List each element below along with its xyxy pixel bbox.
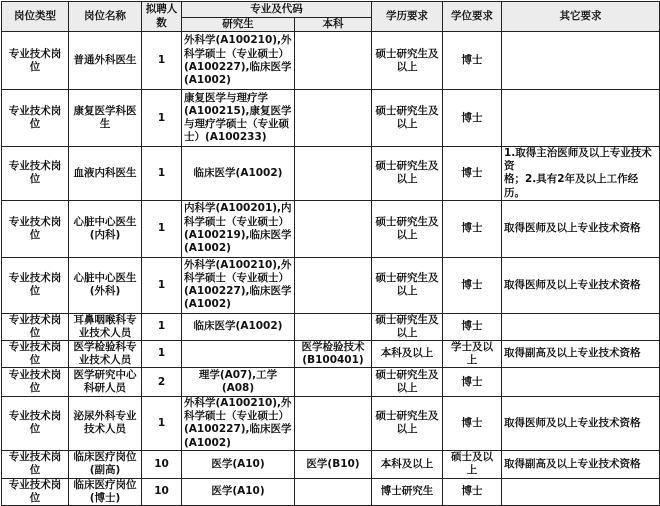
cell-other: 取得医师及以上专业技术资格 <box>502 397 660 451</box>
table-row <box>2 397 660 451</box>
cell-undergraduate-major <box>295 90 372 147</box>
cell-other <box>502 90 660 147</box>
cell-education: 硕士研究生及 以上 <box>372 147 443 201</box>
header-row-1 <box>2 2 660 18</box>
cell-degree: 博士 <box>443 478 502 505</box>
table-row <box>2 200 660 257</box>
cell-headcount: 1 <box>142 90 182 147</box>
table-row <box>2 90 660 147</box>
table-row <box>2 478 660 505</box>
cell-position-name: 普通外科医生 <box>69 32 142 90</box>
cell-education: 硕士研究生及 以上 <box>372 368 443 397</box>
cell-education: 硕士研究生及 以上 <box>372 257 443 313</box>
header-degree: 学位要求 <box>443 2 502 32</box>
table-row <box>2 340 660 367</box>
cell-education: 硕士研究生及 以上 <box>372 32 443 90</box>
header-graduate: 研究生 <box>182 18 295 32</box>
cell-position-type: 专业技术岗 位 <box>2 257 69 313</box>
cell-degree: 博士 <box>443 200 502 257</box>
cell-other: 1.取得主治医师及以上专业技术资 格；2.具有2年及以上工作经历。 <box>502 147 660 201</box>
cell-other <box>502 368 660 397</box>
cell-position-name: 耳鼻咽喉科专 业技术人员 <box>69 313 142 340</box>
recruitment-table <box>1 1 660 506</box>
cell-position-name: 心脏中心医生 (内科) <box>69 200 142 257</box>
header-position-name: 岗位名称 <box>69 2 142 32</box>
cell-graduate-major <box>182 340 295 367</box>
cell-degree: 硕士及以 上 <box>443 450 502 478</box>
cell-undergraduate-major: 医学(B10) <box>295 450 372 478</box>
cell-undergraduate-major <box>295 32 372 90</box>
cell-position-type: 专业技术岗 位 <box>2 397 69 451</box>
cell-position-name: 临床医疗岗位 (博士) <box>69 478 142 505</box>
cell-position-type: 专业技术岗 位 <box>2 313 69 340</box>
cell-other: 取得医师及以上专业技术资格 <box>502 257 660 313</box>
cell-position-name: 临床医疗岗位 (副高) <box>69 450 142 478</box>
cell-education: 本科及以上 <box>372 340 443 367</box>
cell-undergraduate-major <box>295 257 372 313</box>
cell-position-type: 专业技术岗 位 <box>2 90 69 147</box>
cell-headcount: 1 <box>142 147 182 201</box>
cell-other: 取得副高及以上专业技术资格 <box>502 450 660 478</box>
cell-degree: 博士 <box>443 368 502 397</box>
cell-position-name: 医学检验科专 业技术人员 <box>69 340 142 367</box>
table-row <box>2 147 660 201</box>
cell-education: 硕士研究生及 以上 <box>372 90 443 147</box>
cell-education: 硕士研究生及 以上 <box>372 397 443 451</box>
cell-graduate-major: 理学(A07),工学(A08) <box>182 368 295 397</box>
cell-position-type: 专业技术岗 位 <box>2 340 69 367</box>
cell-degree: 博士 <box>443 147 502 201</box>
cell-undergraduate-major <box>295 368 372 397</box>
cell-position-type: 专业技术岗 位 <box>2 32 69 90</box>
cell-other: 取得医师及以上专业技术资格 <box>502 200 660 257</box>
cell-degree: 博士 <box>443 257 502 313</box>
cell-position-type: 专业技术岗 位 <box>2 450 69 478</box>
cell-degree: 博士 <box>443 90 502 147</box>
cell-degree: 学士及以 上 <box>443 340 502 367</box>
cell-headcount: 1 <box>142 32 182 90</box>
cell-position-name: 泌尿外科专业 技术人员 <box>69 397 142 451</box>
cell-undergraduate-major <box>295 397 372 451</box>
header-undergraduate: 本科 <box>295 18 372 32</box>
cell-graduate-major: 临床医学(A1002) <box>182 147 295 201</box>
cell-graduate-major: 医学(A10) <box>182 478 295 505</box>
cell-graduate-major: 外科学(A100210),外 科学硕士（专业硕士） (A100227),临床医学 (A1002) <box>182 397 295 451</box>
cell-headcount: 1 <box>142 313 182 340</box>
cell-position-type: 专业技术岗 位 <box>2 200 69 257</box>
cell-headcount: 10 <box>142 450 182 478</box>
header-major-code: 专业及代码 <box>182 2 372 18</box>
header-other: 其它要求 <box>502 2 660 32</box>
cell-position-type: 专业技术岗 位 <box>2 368 69 397</box>
cell-position-name: 心脏中心医生 (外科) <box>69 257 142 313</box>
cell-headcount: 1 <box>142 397 182 451</box>
cell-graduate-major: 外科学(A100210),外 科学硕士（专业硕士） (A100227),临床医学 (A1002) <box>182 257 295 313</box>
cell-graduate-major: 临床医学(A1002) <box>182 313 295 340</box>
cell-graduate-major: 医学(A10) <box>182 450 295 478</box>
cell-degree: 博士 <box>443 313 502 340</box>
cell-headcount: 10 <box>142 478 182 505</box>
cell-degree: 博士 <box>443 32 502 90</box>
cell-education: 本科及以上 <box>372 450 443 478</box>
table-row <box>2 32 660 90</box>
cell-position-type: 专业技术岗 位 <box>2 478 69 505</box>
cell-education: 硕士研究生及 以上 <box>372 200 443 257</box>
cell-other <box>502 478 660 505</box>
recruitment-table-container <box>1 1 660 506</box>
cell-graduate-major: 外科学(A100210),外 科学硕士（专业硕士） (A100227),临床医学 (A1002) <box>182 32 295 90</box>
cell-undergraduate-major <box>295 313 372 340</box>
cell-degree: 博士 <box>443 397 502 451</box>
cell-graduate-major: 内科学(A100201),内 科学硕士（专业硕士） (A100219),临床医学 (A1002) <box>182 200 295 257</box>
cell-headcount: 1 <box>142 200 182 257</box>
table-row <box>2 257 660 313</box>
cell-graduate-major: 康复医学与理疗学 (A100215),康复医学 与理疗学硕士（专业硕 士）(A100233) <box>182 90 295 147</box>
cell-other <box>502 32 660 90</box>
cell-headcount: 1 <box>142 340 182 367</box>
table-row <box>2 368 660 397</box>
table-row <box>2 313 660 340</box>
cell-headcount: 1 <box>142 257 182 313</box>
cell-other <box>502 313 660 340</box>
cell-education: 硕士研究生及 以上 <box>372 313 443 340</box>
cell-undergraduate-major: 医学检验技术 (B100401) <box>295 340 372 367</box>
cell-position-name: 康复医学科医生 <box>69 90 142 147</box>
header-headcount: 拟聘人 数 <box>142 2 182 32</box>
cell-undergraduate-major <box>295 200 372 257</box>
cell-position-type: 专业技术岗 位 <box>2 147 69 201</box>
cell-headcount: 2 <box>142 368 182 397</box>
header-position-type: 岗位类型 <box>2 2 69 32</box>
cell-undergraduate-major <box>295 478 372 505</box>
cell-education: 博士研究生 <box>372 478 443 505</box>
cell-other: 取得副高及以上专业技术资格 <box>502 340 660 367</box>
header-education: 学历要求 <box>372 2 443 32</box>
cell-position-name: 血液内科医生 <box>69 147 142 201</box>
cell-undergraduate-major <box>295 147 372 201</box>
cell-position-name: 医学研究中心 科研人员 <box>69 368 142 397</box>
